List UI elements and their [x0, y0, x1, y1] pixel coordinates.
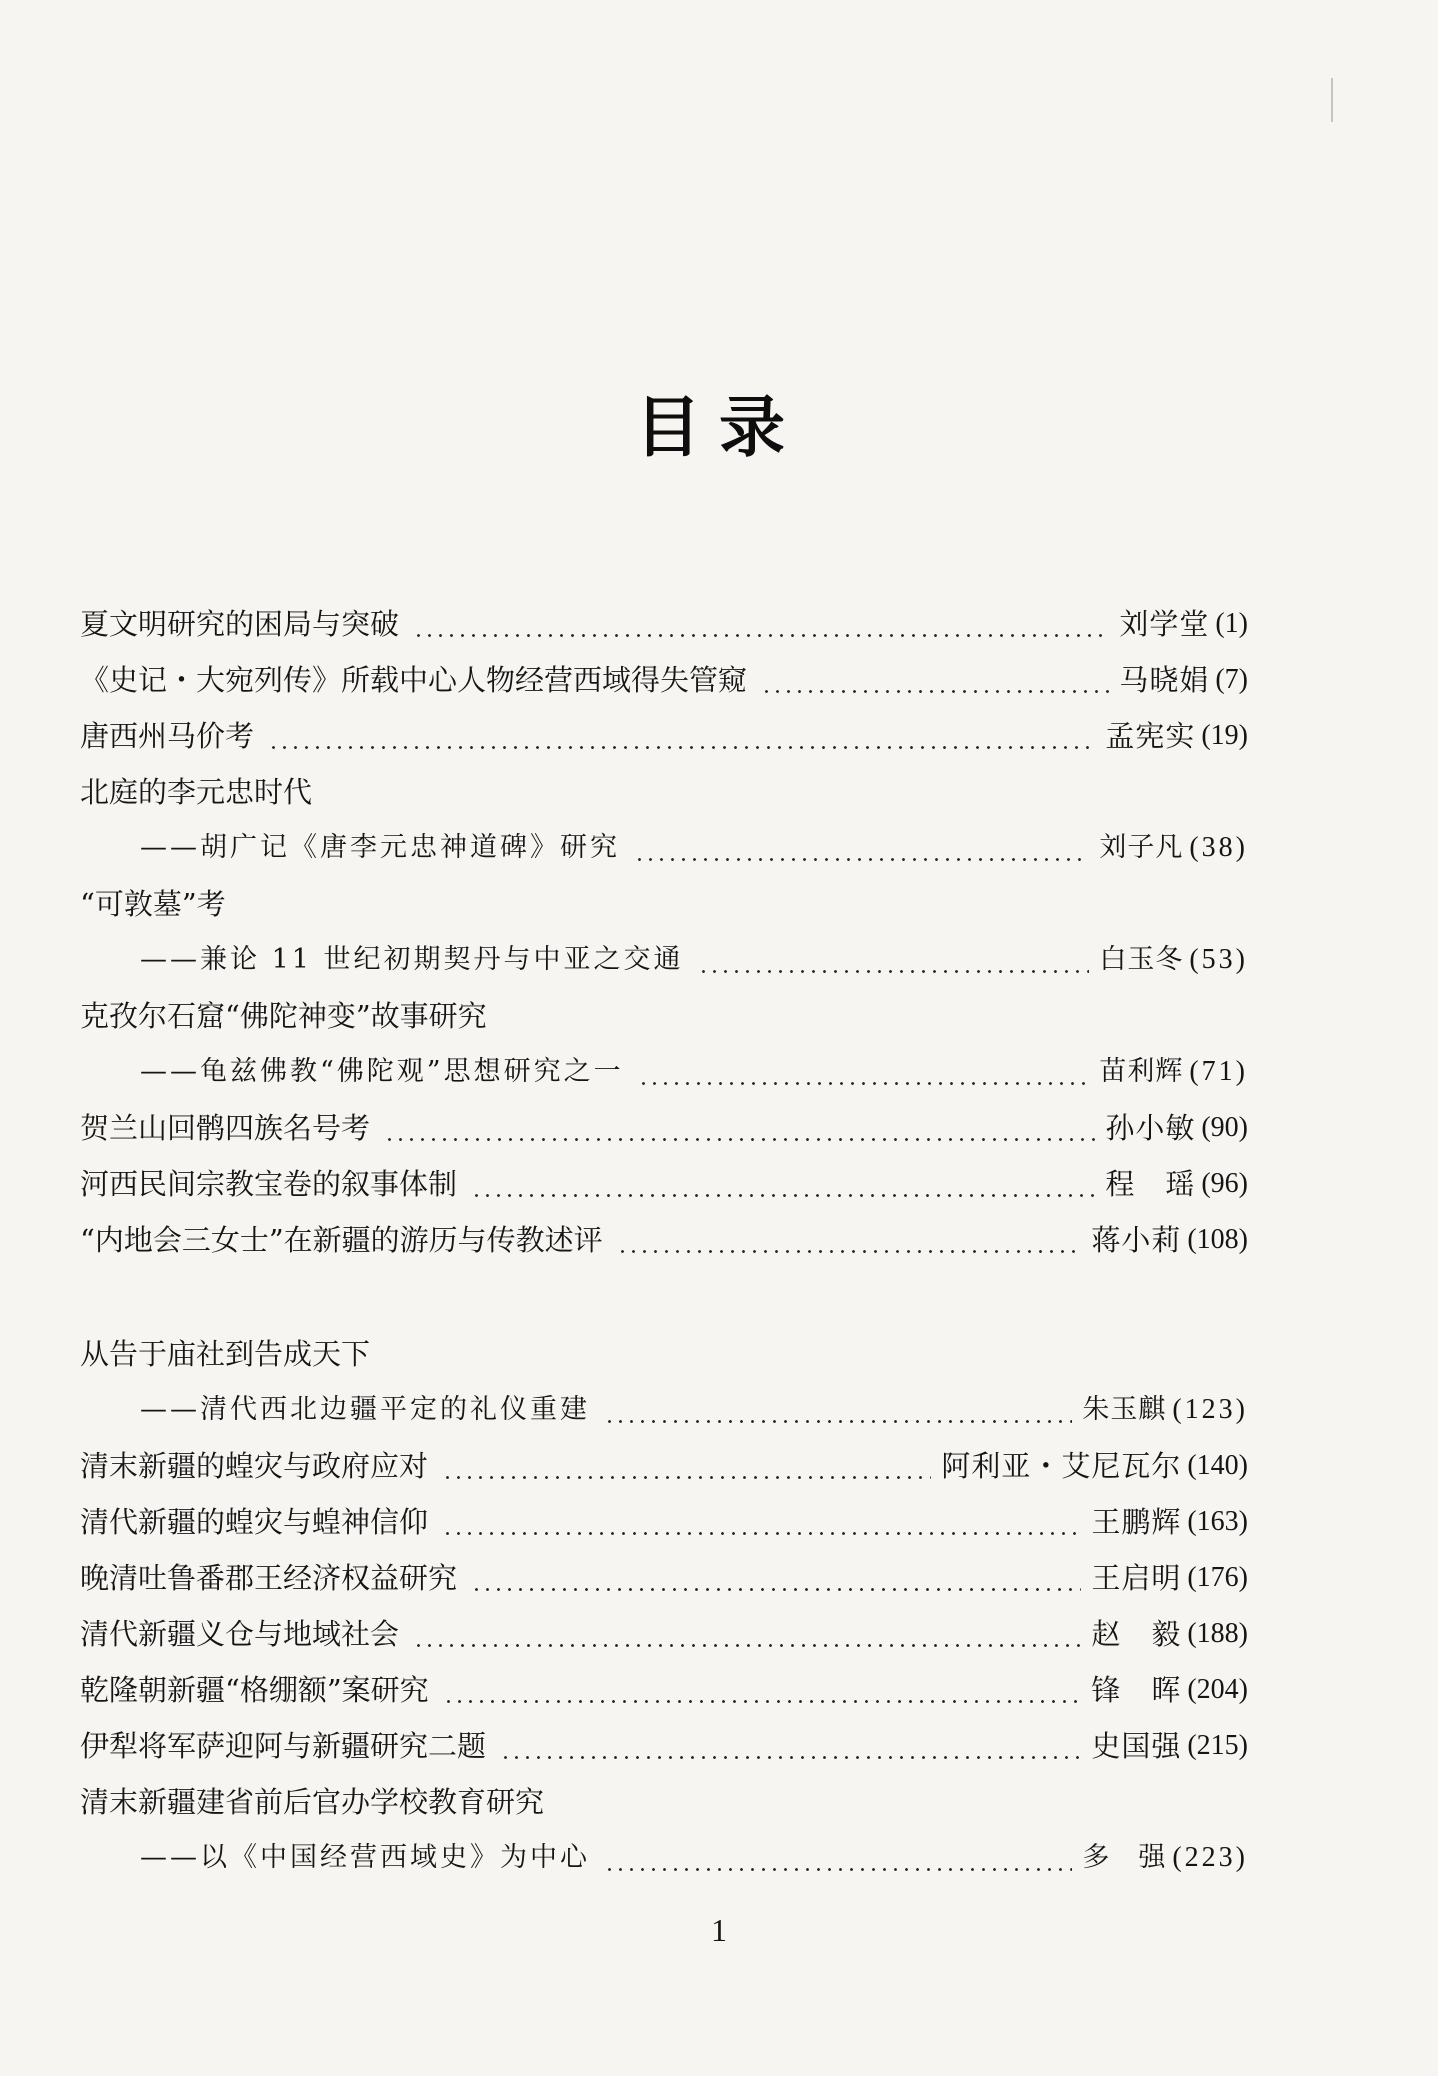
toc-entry[interactable]: [80, 1438, 1248, 1494]
leader-dots: [413, 634, 1109, 637]
leader-dots: [604, 1420, 1072, 1423]
toc-entry[interactable]: [80, 708, 1248, 764]
toc-entry[interactable]: [80, 1100, 1248, 1156]
toc-entry[interactable]: [80, 1494, 1248, 1550]
toc-entry[interactable]: [80, 1662, 1248, 1718]
entry-author: 赵 毅: [1091, 1617, 1182, 1651]
entry-title: 清代新疆义仓与地域社会: [80, 1617, 400, 1651]
table-of-contents: [80, 596, 1248, 1886]
leader-dots: [638, 1082, 1090, 1085]
leader-dots: [500, 1756, 1081, 1759]
entry-heading: 清末新疆建省前后官办学校教育研究: [80, 1785, 545, 1819]
entry-page: (176): [1187, 1562, 1248, 1593]
entry-page: (123): [1172, 1394, 1248, 1425]
entry-author: 阿利亚・艾尼瓦尔: [941, 1449, 1182, 1483]
toc-entry[interactable]: [80, 1550, 1248, 1606]
entry-author: 朱玉麒: [1082, 1394, 1167, 1425]
entry-title: 清末新疆的蝗灾与政府应对: [80, 1449, 429, 1483]
entry-author: 白玉冬: [1099, 944, 1184, 975]
entry-page: (96): [1201, 1168, 1248, 1199]
entry-author: 刘学堂: [1119, 607, 1210, 641]
entry-subtitle: ——龟兹佛教“佛陀观”思想研究之一: [140, 1056, 624, 1087]
leader-dots: [604, 1868, 1072, 1871]
entry-heading: 克孜尔石窟“佛陀神变”故事研究: [80, 999, 487, 1033]
entry-page: (108): [1187, 1224, 1248, 1255]
entry-title: 夏文明研究的困局与突破: [80, 607, 400, 641]
entry-page: (90): [1201, 1112, 1248, 1143]
entry-page: (204): [1187, 1674, 1248, 1705]
entry-author: 刘子凡: [1099, 832, 1184, 863]
entry-title: 贺兰山回鹘四族名号考: [80, 1111, 371, 1145]
toc-entry[interactable]: [80, 1382, 1248, 1438]
entry-author: 多 强: [1082, 1842, 1167, 1873]
entry-page: (7): [1215, 664, 1248, 695]
entry-subtitle: ——胡广记《唐李元忠神道碑》研究: [140, 832, 620, 863]
leader-dots: [698, 970, 1090, 973]
entry-subtitle: ——以《中国经营西域史》为中心: [140, 1842, 590, 1873]
entry-subtitle: ——清代西北边疆平定的礼仪重建: [140, 1394, 590, 1425]
entry-title: 唐西州马价考: [80, 719, 255, 753]
leader-dots: [761, 690, 1109, 693]
entry-page: (71): [1189, 1056, 1248, 1087]
toc-entry[interactable]: [80, 820, 1248, 876]
entry-title: 晚清吐鲁番郡王经济权益研究: [80, 1561, 458, 1595]
entry-page: (38): [1189, 832, 1248, 863]
leader-dots: [413, 1644, 1081, 1647]
leader-dots: [384, 1138, 1095, 1141]
entry-page: (163): [1187, 1506, 1248, 1537]
entry-title: 乾隆朝新疆“格绷额”案研究: [80, 1673, 429, 1707]
entry-heading: 从告于庙社到告成天下: [80, 1337, 371, 1371]
page-number: 1: [711, 1912, 727, 1948]
entry-heading: 北庭的李元忠时代: [80, 775, 313, 809]
entry-author: 程 瑶: [1105, 1167, 1196, 1201]
entry-author: 孙小敏: [1105, 1111, 1196, 1145]
entry-page: (19): [1201, 720, 1248, 751]
entry-author: 苗利辉: [1099, 1056, 1184, 1087]
toc-entry[interactable]: [80, 596, 1248, 652]
entry-author: 史国强: [1091, 1729, 1182, 1763]
toc-entry[interactable]: [80, 1830, 1248, 1886]
toc-entry[interactable]: [80, 932, 1248, 988]
entry-page: (223): [1172, 1842, 1248, 1873]
toc-entry[interactable]: [80, 1212, 1248, 1268]
header-rule: [1331, 78, 1343, 122]
entry-title: 伊犁将军萨迎阿与新疆研究二题: [80, 1729, 487, 1763]
leader-dots: [634, 858, 1089, 861]
leader-dots: [471, 1194, 1095, 1197]
leader-dots: [617, 1250, 1082, 1253]
entry-title: 河西民间宗教宝卷的叙事体制: [80, 1167, 458, 1201]
entry-author: 马晓娟: [1119, 663, 1210, 697]
toc-entry[interactable]: [80, 1718, 1248, 1774]
entry-title: “内地会三女士”在新疆的游历与传教述评: [80, 1223, 603, 1257]
entry-title: 清代新疆的蝗灾与蝗神信仰: [80, 1505, 429, 1539]
entry-author: 孟宪实: [1105, 719, 1196, 753]
entry-page: (53): [1189, 944, 1248, 975]
entry-author: 锋 晖: [1091, 1673, 1182, 1707]
leader-dots: [442, 1476, 931, 1479]
toc-entry[interactable]: [80, 652, 1248, 708]
entry-author: 王启明: [1091, 1561, 1182, 1595]
entry-heading: “可敦墓”考: [80, 887, 226, 921]
toc-entry[interactable]: [80, 1044, 1248, 1100]
leader-dots: [443, 1700, 1082, 1703]
leader-dots: [471, 1588, 1081, 1591]
entry-author: 王鹏辉: [1091, 1505, 1182, 1539]
page-title: 目录: [635, 389, 803, 467]
entry-page: (140): [1187, 1450, 1248, 1481]
toc-entry[interactable]: [80, 1156, 1248, 1212]
entry-page: (188): [1187, 1618, 1248, 1649]
entry-title: 《史记・大宛列传》所载中心人物经营西域得失管窥: [80, 663, 748, 697]
entry-subtitle: ——兼论 11 世纪初期契丹与中亚之交通: [140, 944, 684, 975]
entry-page: (215): [1187, 1730, 1248, 1761]
toc-entry[interactable]: [80, 1606, 1248, 1662]
entry-author: 蒋小莉: [1091, 1223, 1182, 1257]
entry-page: (1): [1215, 608, 1248, 639]
leader-dots: [442, 1532, 1081, 1535]
leader-dots: [268, 746, 1095, 749]
